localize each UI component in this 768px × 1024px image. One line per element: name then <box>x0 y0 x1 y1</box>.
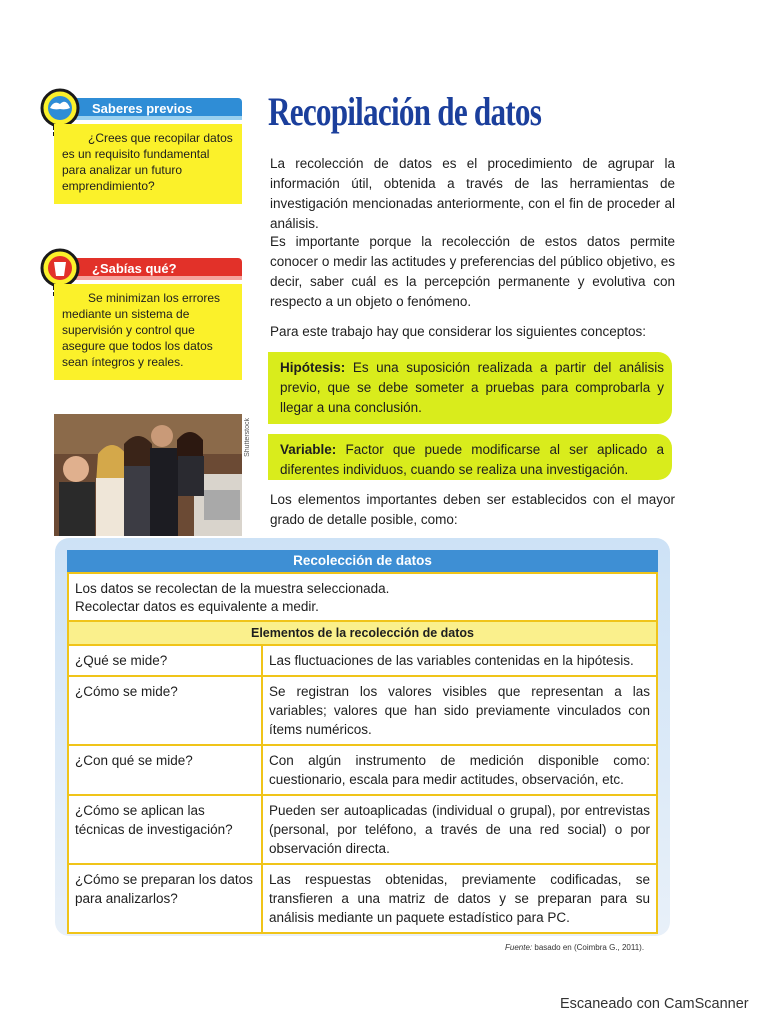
row-question: ¿Qué se mide? <box>69 646 263 675</box>
source-text: basado en (Coimbra G., 2011). <box>532 943 645 952</box>
paragraph-1: La recolección de datos es el procedimiento de agrupar la información útil, obtenida a través de las herramientas de investigación mencionadas anteriormente, con el fin de proceder al análisis. <box>270 156 675 231</box>
page-title: Recopilación de datos <box>268 89 542 134</box>
concept-definition: Factor que puede modificarse al ser aplicado a diferentes individuos, cuando se realiza una investigación. <box>280 442 664 477</box>
paragraph-2: Es importante porque la recolección de estos datos permite conocer o medir las actitudes y preferencias del público objetivo, es decir, saber cuál es la percepción permanente y evolutiva con respecto a un objeto o fenómeno. <box>270 234 675 309</box>
saberes-previos-text: ¿Crees que recopilar datos es un requisito fundamental para analizar un futuro emprendimiento? <box>54 124 242 204</box>
row-question: ¿Cómo se mide? <box>69 677 263 744</box>
row-question: ¿Cómo se preparan los datos para analizarlos? <box>69 865 263 932</box>
paragraph-closing: Los elementos importantes deben ser establecidos con el mayor grado de detalle posible, como: <box>270 492 675 527</box>
row-question: ¿Cómo se aplican las técnicas de investigación? <box>69 796 263 863</box>
concept-term: Hipótesis: <box>280 360 346 375</box>
concept-variable <box>268 434 672 480</box>
data-collection-table <box>55 538 670 936</box>
concept-definition: Es una suposición realizada a partir del análisis previo, que se debe someter a pruebas para comprobarla y llegar a una conclusión. <box>280 360 664 415</box>
table-row <box>69 675 656 744</box>
table-row <box>69 744 656 794</box>
row-question: ¿Con qué se mide? <box>69 746 263 794</box>
photo-credit: Shutterstock <box>244 418 251 457</box>
source-note <box>505 943 644 952</box>
source-label: Fuente: <box>505 943 533 952</box>
sabias-que-title: ¿Sabías qué? <box>70 258 242 280</box>
concept-hipotesis <box>268 352 672 424</box>
table-body <box>67 572 658 934</box>
row-answer: Las fluctuaciones de las variables contenidas en la hipótesis. <box>269 653 634 668</box>
paragraph-3: Para este trabajo hay que considerar los siguientes conceptos: <box>270 324 646 339</box>
table-row <box>69 794 656 863</box>
row-answer: Las respuestas obtenidas, previamente codificadas, se transfieren a una matriz de datos y se preparan para su análisis mediante un paquete estadístico para PC. <box>269 872 650 925</box>
intro-line: Recolectar datos es equivalente a medir. <box>75 599 319 614</box>
table-intro <box>69 574 656 620</box>
concept-term: Variable: <box>280 442 337 457</box>
team-photo <box>54 414 242 536</box>
row-answer: Pueden ser autoaplicadas (individual o grupal), por entrevistas (personal, por teléfono, a través de una red social) o por observación directa. <box>269 803 650 856</box>
table-row <box>69 863 656 932</box>
intro-line: Los datos se recolectan de la muestra seleccionada. <box>75 581 390 596</box>
scanner-watermark: Escaneado con CamScanner <box>560 996 749 1012</box>
row-answer: Con algún instrumento de medición disponible como: cuestionario, escala para medir actitudes, observación, etc. <box>269 753 650 787</box>
table-subtitle: Elementos de la recolección de datos <box>69 620 656 644</box>
sabias-que-text: Se minimizan los errores mediante un sistema de supervisión y control que asegure que todos los datos sean íntegros y reales. <box>54 284 242 380</box>
table-title: Recolección de datos <box>67 550 658 572</box>
row-answer: Se registran los valores visibles que representan a las variables; valores que han sido previamente vinculados con ítems numéricos. <box>269 684 650 737</box>
table-row <box>69 644 656 675</box>
saberes-previos-title: Saberes previos <box>70 98 242 120</box>
